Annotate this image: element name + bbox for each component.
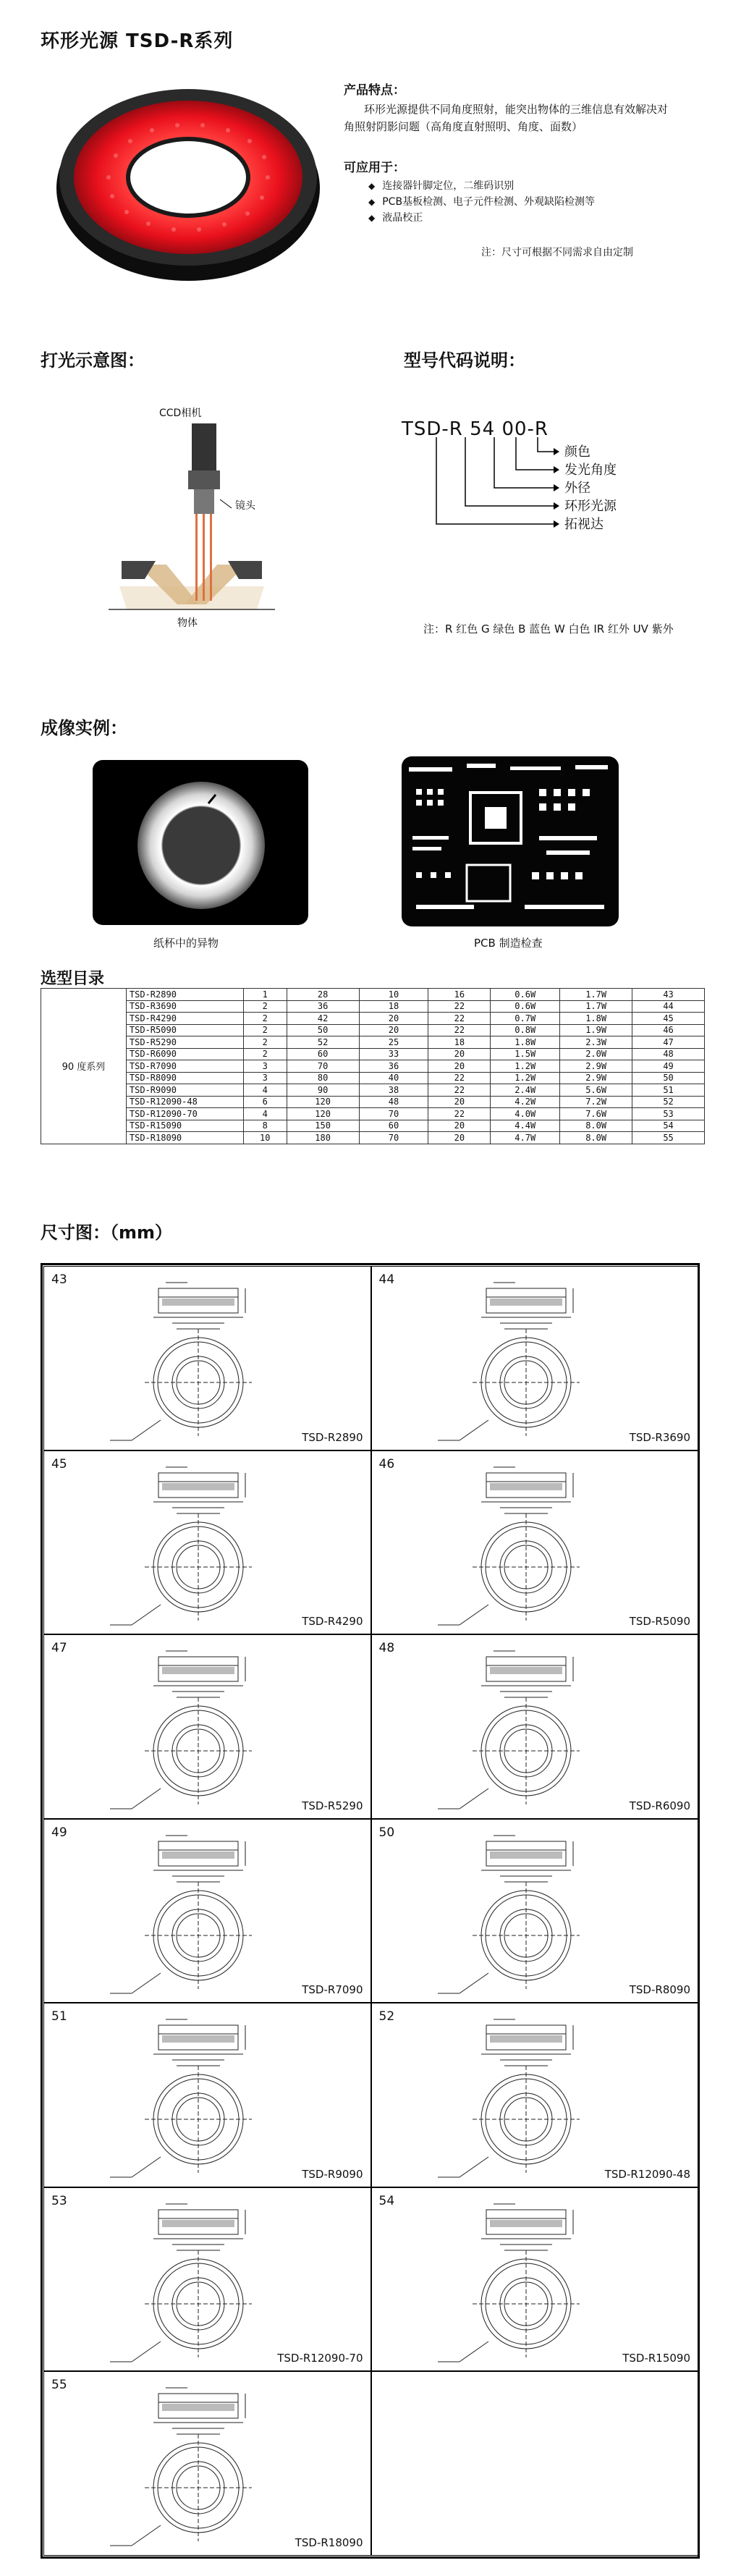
- model-code-labels: 颜色 发光角度 外径 环形光源 拓视达: [564, 444, 617, 532]
- paper-cup-image: [93, 760, 308, 925]
- lighting-diagram: [109, 398, 275, 637]
- table-cell: 5.6W: [560, 1084, 632, 1097]
- table-cell: 2: [243, 1024, 287, 1036]
- table-row: [41, 1024, 705, 1036]
- table-cell: 51: [632, 1084, 705, 1097]
- drawing-number: 49: [51, 1825, 67, 1840]
- table-cell: 54: [632, 1120, 705, 1132]
- dimension-grid: [41, 1263, 700, 2559]
- model-code-heading: 型号代码说明：: [404, 350, 525, 371]
- drawing-number: 45: [51, 1456, 67, 1471]
- table-cell: 0.8W: [491, 1024, 560, 1036]
- table-cell: 25: [359, 1036, 428, 1049]
- table-cell: 3: [243, 1060, 287, 1073]
- table-row: [41, 1120, 705, 1132]
- table-cell: 18: [428, 1036, 491, 1049]
- dimension-drawing: [372, 1451, 699, 1635]
- table-cell: 36: [359, 1060, 428, 1073]
- table-cell: 33: [359, 1048, 428, 1060]
- table-cell: 80: [287, 1072, 359, 1084]
- table-cell: 49: [632, 1060, 705, 1073]
- table-row: [41, 1036, 705, 1049]
- application-item: ◆ PCB基板检测、电子元件检测、外观缺陷检测等: [368, 194, 720, 210]
- table-cell: 20: [428, 1132, 491, 1144]
- drawing-model: TSD-R3690: [629, 1430, 690, 1444]
- table-cell: TSD-R12090-70: [126, 1108, 243, 1120]
- table-cell: 28: [287, 989, 359, 1001]
- dimension-cell: [43, 2371, 371, 2556]
- table-cell: 180: [287, 1132, 359, 1144]
- table-cell: 1.8W: [560, 1013, 632, 1025]
- dimension-cell-empty: [371, 2371, 699, 2556]
- ring-light-photo: [51, 69, 326, 286]
- model-code-brackets: [431, 437, 561, 531]
- table-cell: 4.4W: [491, 1120, 560, 1132]
- table-row: [41, 1060, 705, 1073]
- drawing-number: 51: [51, 2009, 67, 2024]
- dimension-cell: [371, 1266, 699, 1450]
- dimension-cell: [43, 1266, 371, 1450]
- ccd-camera-label: CCD相机: [159, 407, 202, 419]
- drawing-number: 43: [51, 1272, 67, 1287]
- applications-heading: 可应用于：: [344, 161, 405, 175]
- table-cell: 22: [428, 1013, 491, 1025]
- table-cell: 38: [359, 1084, 428, 1097]
- drawing-model: TSD-R8090: [629, 1983, 690, 1996]
- dimension-drawing: [44, 2372, 371, 2556]
- drawing-number: 52: [378, 2009, 395, 2024]
- bullet-icon: ◆: [368, 181, 376, 191]
- table-cell: 1.2W: [491, 1060, 560, 1073]
- table-row: [41, 1000, 705, 1013]
- table-cell: 2.9W: [560, 1060, 632, 1073]
- table-cell: 2.0W: [560, 1048, 632, 1060]
- table-row: [41, 1048, 705, 1060]
- table-cell: 70: [287, 1060, 359, 1073]
- dimension-drawing: [372, 2188, 699, 2372]
- color-code-note: 注：R 红色 G 绿色 B 蓝色 W 白色 IR 红外 UV 紫外: [423, 622, 674, 635]
- lighting-heading: 打光示意图：: [41, 350, 145, 371]
- table-cell: 8: [243, 1120, 287, 1132]
- drawing-number: 48: [378, 1641, 395, 1655]
- table-cell: TSD-R4290: [126, 1013, 243, 1025]
- table-cell: 20: [428, 1060, 491, 1073]
- drawing-model: TSD-R2890: [302, 1430, 363, 1444]
- table-cell: TSD-R8090: [126, 1072, 243, 1084]
- dimension-cell: [43, 1450, 371, 1635]
- table-cell: 22: [428, 1108, 491, 1120]
- table-cell: 4.7W: [491, 1132, 560, 1144]
- drawing-model: TSD-R9090: [302, 2167, 363, 2181]
- table-row: [41, 1084, 705, 1097]
- table-cell: 7.2W: [560, 1096, 632, 1108]
- table-row: [41, 1096, 705, 1108]
- drawing-model: TSD-R18090: [295, 2535, 363, 2549]
- table-cell: 1.8W: [491, 1036, 560, 1049]
- table-cell: 1.7W: [560, 989, 632, 1001]
- drawing-number: 47: [51, 1641, 67, 1655]
- table-cell: 1: [243, 989, 287, 1001]
- table-cell: TSD-R5290: [126, 1036, 243, 1049]
- dimension-drawing: [372, 1820, 699, 2003]
- features-heading: 产品特点：: [344, 83, 405, 98]
- table-cell: 48: [359, 1096, 428, 1108]
- table-cell: TSD-R2890: [126, 989, 243, 1001]
- table-cell: 2.4W: [491, 1084, 560, 1097]
- table-cell: 52: [287, 1036, 359, 1049]
- table-cell: 44: [632, 1000, 705, 1013]
- table-cell: 3: [243, 1072, 287, 1084]
- table-cell: 47: [632, 1036, 705, 1049]
- drawing-number: 46: [378, 1456, 395, 1471]
- table-cell: TSD-R9090: [126, 1084, 243, 1097]
- pcb-caption: PCB 制造检查: [474, 937, 543, 950]
- dimension-cell: [371, 1634, 699, 1819]
- dimension-cell: [43, 1819, 371, 2003]
- table-cell: 150: [287, 1120, 359, 1132]
- dimension-cell: [371, 1450, 699, 1635]
- table-cell: 6: [243, 1096, 287, 1108]
- table-cell: 20: [428, 1048, 491, 1060]
- paper-cup-caption: 纸杯中的异物: [153, 937, 219, 950]
- table-cell: 0.6W: [491, 1000, 560, 1013]
- drawing-model: TSD-R12090-70: [277, 2352, 363, 2365]
- table-cell: 2: [243, 1013, 287, 1025]
- object-label: 物体: [177, 617, 198, 629]
- drawing-number: 53: [51, 2193, 67, 2208]
- table-cell: 4.2W: [491, 1096, 560, 1108]
- drawing-model: TSD-R15090: [622, 2352, 690, 2365]
- table-row: [41, 1072, 705, 1084]
- table-cell: 46: [632, 1024, 705, 1036]
- table-cell: 90: [287, 1084, 359, 1097]
- page-title: 环形光源 TSD-R系列: [41, 30, 234, 52]
- table-cell: TSD-R12090-48: [126, 1096, 243, 1108]
- dimension-drawing: [44, 1820, 371, 2003]
- table-cell: 120: [287, 1108, 359, 1120]
- table-cell: TSD-R3690: [126, 1000, 243, 1013]
- table-cell: 0.7W: [491, 1013, 560, 1025]
- dimension-cell: [43, 2003, 371, 2187]
- table-cell: 8.0W: [560, 1132, 632, 1144]
- table-cell: 4: [243, 1084, 287, 1097]
- table-cell: 52: [632, 1096, 705, 1108]
- table-cell: 8.0W: [560, 1120, 632, 1132]
- bullet-icon: ◆: [368, 213, 376, 223]
- table-cell: 1.7W: [560, 1000, 632, 1013]
- application-item: ◆ 连接器针脚定位，二维码识别: [368, 178, 720, 194]
- table-cell: 2.9W: [560, 1072, 632, 1084]
- dimension-drawing: [44, 1267, 371, 1450]
- imaging-heading: 成像实例：: [41, 718, 127, 738]
- table-cell: 20: [359, 1024, 428, 1036]
- table-cell: TSD-R18090: [126, 1132, 243, 1144]
- drawing-number: 50: [378, 1825, 395, 1840]
- table-cell: 70: [359, 1108, 428, 1120]
- table-cell: 22: [428, 1000, 491, 1013]
- table-cell: 18: [359, 1000, 428, 1013]
- dimension-cell: [43, 2187, 371, 2372]
- dimension-drawing: [44, 1635, 371, 1819]
- dimension-cell: [371, 2187, 699, 2372]
- table-row: [41, 1013, 705, 1025]
- table-cell: 36: [287, 1000, 359, 1013]
- table-cell: 4.0W: [491, 1108, 560, 1120]
- table-cell: 2: [243, 1036, 287, 1049]
- table-cell: 2.3W: [560, 1036, 632, 1049]
- dimension-drawing: [372, 2003, 699, 2187]
- table-cell: 1.5W: [491, 1048, 560, 1060]
- table-cell: 10: [359, 989, 428, 1001]
- features-text-1: 环形光源提供不同角度照射，能突出物体的三维信息有效解决对: [364, 103, 669, 116]
- table-cell: 60: [359, 1120, 428, 1132]
- table-cell: 45: [632, 1013, 705, 1025]
- table-cell: 22: [428, 1024, 491, 1036]
- table-cell: 20: [359, 1013, 428, 1025]
- drawing-model: TSD-R6090: [629, 1799, 690, 1812]
- table-cell: 40: [359, 1072, 428, 1084]
- series-cell: 90 度系列: [41, 989, 127, 1144]
- table-cell: 48: [632, 1048, 705, 1060]
- table-cell: 42: [287, 1013, 359, 1025]
- table-cell: 20: [428, 1096, 491, 1108]
- table-cell: 20: [428, 1120, 491, 1132]
- dimensions-heading: 尺寸图：（mm）: [41, 1222, 173, 1243]
- table-cell: 0.6W: [491, 989, 560, 1001]
- drawing-number: 54: [378, 2193, 395, 2208]
- table-cell: 2: [243, 1000, 287, 1013]
- dimension-drawing: [372, 1635, 699, 1819]
- table-row: [41, 1108, 705, 1120]
- table-cell: 120: [287, 1096, 359, 1108]
- table-row: [41, 1132, 705, 1144]
- model-code-example: TSD-R 54 00-R: [402, 418, 549, 440]
- drawing-model: TSD-R4290: [302, 1615, 363, 1628]
- table-cell: TSD-R7090: [126, 1060, 243, 1073]
- selection-table: [41, 988, 705, 1144]
- dimension-drawing: [44, 2188, 371, 2372]
- dimension-drawing: [44, 1451, 371, 1635]
- table-cell: TSD-R5090: [126, 1024, 243, 1036]
- table-row: [41, 989, 705, 1001]
- table-cell: 60: [287, 1048, 359, 1060]
- dimension-drawing: [372, 1267, 699, 1450]
- table-cell: TSD-R15090: [126, 1120, 243, 1132]
- table-cell: 22: [428, 1072, 491, 1084]
- table-cell: 4: [243, 1108, 287, 1120]
- drawing-model: TSD-R7090: [302, 1983, 363, 1996]
- drawing-number: 55: [51, 2378, 67, 2392]
- pcb-image: [402, 756, 619, 926]
- table-cell: 1.9W: [560, 1024, 632, 1036]
- table-cell: 7.6W: [560, 1108, 632, 1120]
- dimension-drawing: [44, 2003, 371, 2187]
- table-cell: 43: [632, 989, 705, 1001]
- table-cell: 10: [243, 1132, 287, 1144]
- table-cell: 50: [287, 1024, 359, 1036]
- table-cell: 50: [632, 1072, 705, 1084]
- table-cell: 1.2W: [491, 1072, 560, 1084]
- table-cell: 16: [428, 989, 491, 1001]
- dimension-cell: [371, 1819, 699, 2003]
- features-text-2: 角照射阴影问题（高角度直射照明、角度、面数）: [344, 120, 583, 133]
- table-cell: 53: [632, 1108, 705, 1120]
- dimension-cell: [43, 1634, 371, 1819]
- drawing-model: TSD-R12090-48: [604, 2167, 690, 2181]
- application-item: ◆ 液晶校正: [368, 210, 720, 226]
- table-cell: TSD-R6090: [126, 1048, 243, 1060]
- custom-size-note: 注：尺寸可根据不同需求自由定制: [481, 247, 633, 258]
- dimension-cell: [371, 2003, 699, 2187]
- drawing-number: 44: [378, 1272, 395, 1287]
- table-cell: 70: [359, 1132, 428, 1144]
- catalog-heading: 选型目录: [41, 970, 105, 988]
- table-cell: 22: [428, 1084, 491, 1097]
- bullet-icon: ◆: [368, 197, 376, 207]
- lens-label: 镜头: [235, 500, 255, 512]
- table-cell: 55: [632, 1132, 705, 1144]
- table-cell: 2: [243, 1048, 287, 1060]
- drawing-model: TSD-R5090: [629, 1615, 690, 1628]
- drawing-model: TSD-R5290: [302, 1799, 363, 1812]
